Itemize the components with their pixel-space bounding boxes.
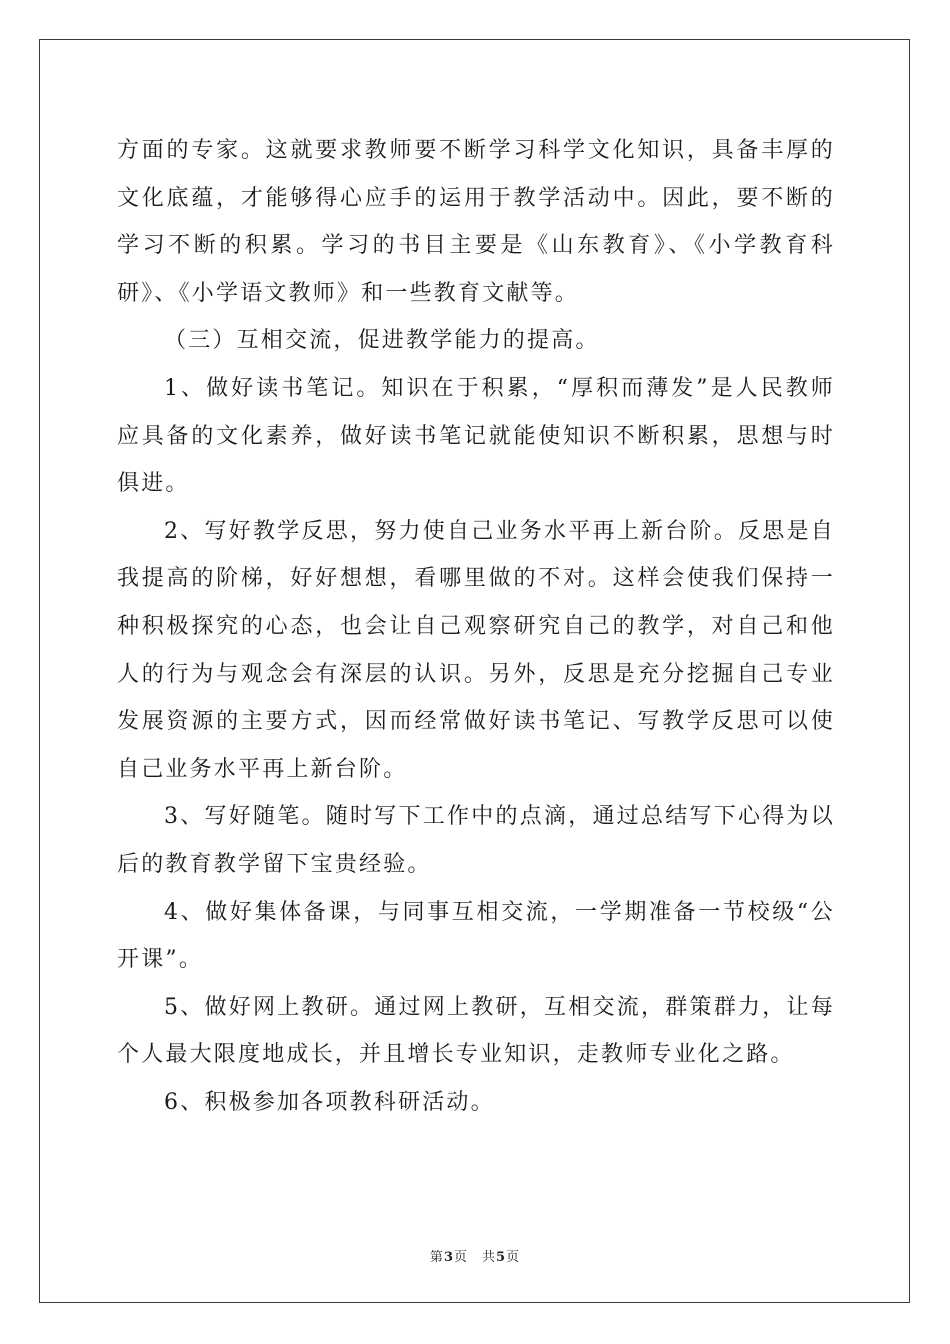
page-footer [0, 1246, 950, 1265]
document-body [117, 127, 835, 1126]
paragraph-item-1: 1、做好读书笔记。知识在于积累，“厚积而薄发”是人民教师应具备的文化素养，做好读书笔记就能使知识不断积累，思想与时俱进。 [117, 375, 835, 497]
page-suffix: 页 [453, 1250, 468, 1265]
paragraph-section-heading: （三）互相交流，促进教学能力的提高。 [164, 328, 600, 354]
paragraph-item-5: 5、做好网上教研。通过网上教研，互相交流，群策群力，让每个人最大限度地成长，并且增长专业知识，走教师专业化之路。 [117, 994, 835, 1068]
paragraph-item-3: 3、写好随笔。随时写下工作中的点滴，通过总结写下心得为以后的教育教学留下宝贵经验。 [117, 804, 835, 877]
paragraph-item-2: 2、写好教学反思，努力使自己业务水平再上新台阶。反思是自我提高的阶梯，好好想想，看哪里做的不对。这样会使我们保持一种积极探究的心态，也会让自己观察研究自己的教学，对自己和他人的行为与观念会有深层的认识。另外，反思是充分挖掘自己专业发展资源的主要方式，因而经常做好读书笔记、写教学反思可以使自己业务水平再上新台阶。 [117, 518, 835, 782]
paragraph-item-4: 4、做好集体备课，与同事互相交流，一学期准备一节校级“公开课”。 [117, 899, 835, 973]
total-pages: 5 [496, 1250, 507, 1265]
total-suffix: 页 [506, 1250, 521, 1265]
page-number: 3 [443, 1250, 454, 1265]
total-prefix: 共 [482, 1250, 497, 1265]
page-prefix: 第 [429, 1250, 444, 1265]
paragraph-item-6: 6、积极参加各项教科研活动。 [164, 1089, 495, 1115]
paragraph-1: 方面的专家。这就要求教师要不断学习科学文化知识，具备丰厚的文化底蕴，才能够得心应手的运用于教学活动中。因此，要不断的学习不断的积累。学习的书目主要是《山东教育》、《小学教育科研》、《小学语文教师》和一些教育文献等。 [117, 138, 835, 306]
